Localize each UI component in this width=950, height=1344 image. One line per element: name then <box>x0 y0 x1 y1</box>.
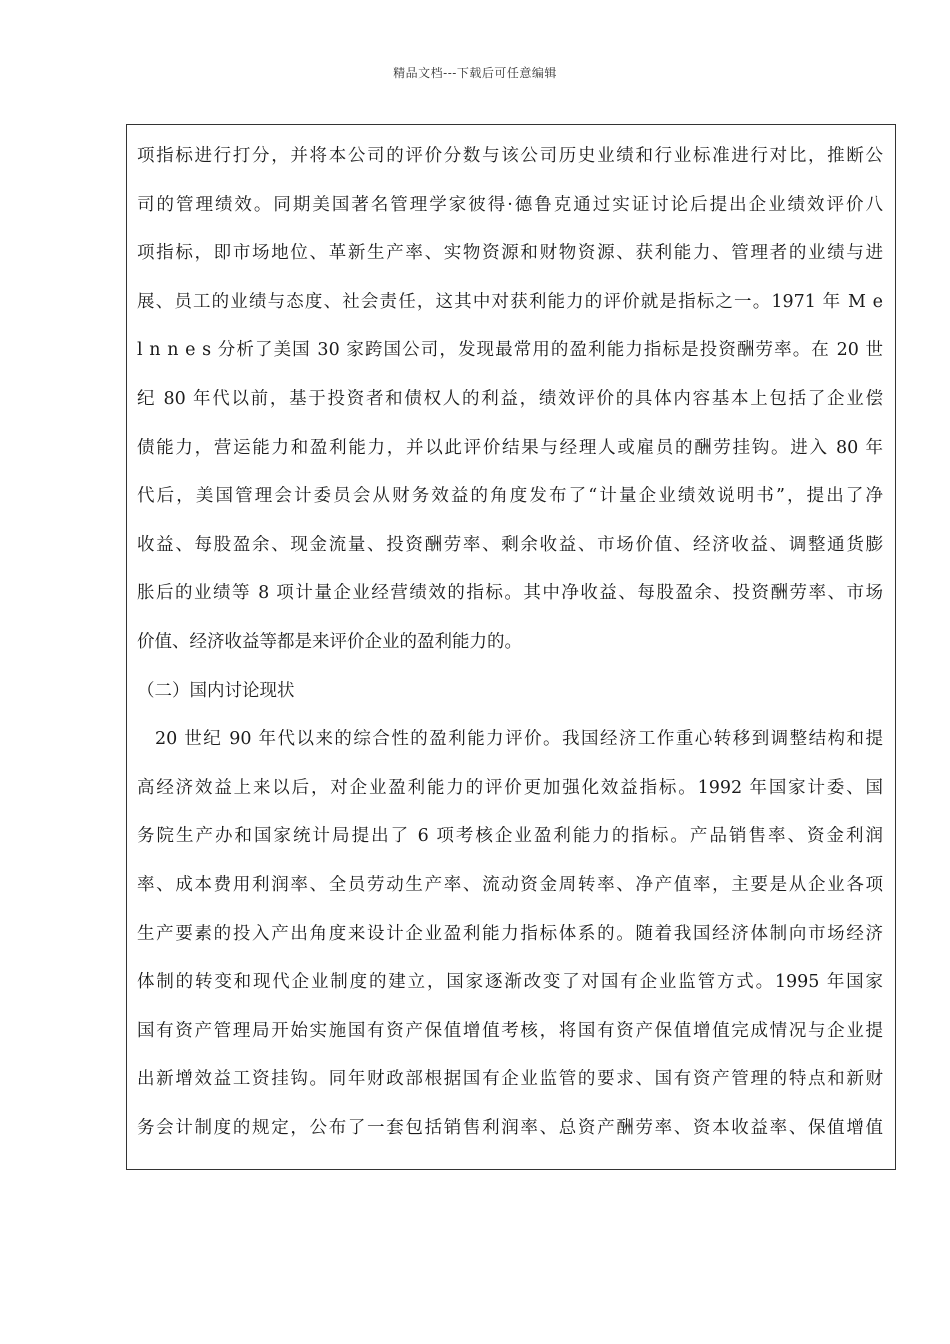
text-line: 体制的转变和现代企业制度的建立，国家逐渐改变了对国有企业监管方式。1995 年国家 <box>137 972 883 993</box>
text-line: 务院生产办和国家统计局提出了 6 项考核企业盈利能力的指标。产品销售率、资金利润 <box>137 826 883 847</box>
text-line: 率、成本费用利润率、全员劳动生产率、流动资金周转率、净产值率，主要是从企业各项 <box>137 874 883 895</box>
content-box <box>126 124 896 1170</box>
text-line: 高经济效益上来以后，对企业盈利能力的评价更加强化效益指标。1992 年国家计委、国 <box>137 777 883 798</box>
text-line: 项指标，即市场地位、革新生产率、实物资源和财物资源、获利能力、管理者的业绩与进 <box>137 243 883 264</box>
text-line: 胀后的业绩等 8 项计量企业经营绩效的指标。其中净收益、每股盈余、投资酬劳率、市场 <box>137 583 883 604</box>
text-line: 债能力，营运能力和盈利能力，并以此评价结果与经理人或雇员的酬劳挂钩。进入 80 年 <box>137 437 883 458</box>
text-line: 项指标进行打分，并将本公司的评价分数与该公司历史业绩和行业标准进行对比，推断公 <box>137 146 883 166</box>
text-line: 价值、经济收益等都是来评价企业的盈利能力的。 <box>137 631 522 652</box>
text-line: l n n e s 分析了美国 30 家跨国公司，发现最常用的盈利能力指标是投资酬劳率。在 20 世 <box>137 340 883 361</box>
page-header: 精品文档---下载后可任意编辑 <box>393 66 557 80</box>
text-line: 展、员工的业绩与态度、社会责任，这其中对获利能力的评价就是指标之一。1971 年 M e <box>137 291 883 312</box>
section-heading: （二）国内讨论现状 <box>137 680 295 701</box>
text-line: 务会计制度的规定，公布了一套包括销售利润率、总资产酬劳率、资本收益率、保值增值 <box>137 1117 883 1138</box>
text-line: 生产要素的投入产出角度来设计企业盈利能力指标体系的。随着我国经济体制向市场经济 <box>137 923 883 944</box>
text-line: 20 世纪 90 年代以来的综合性的盈利能力评价。我国经济工作重心转移到调整结构和提 <box>155 729 883 750</box>
text-line: 国有资产管理局开始实施国有资产保值增值考核，将国有资产保值增值完成情况与企业提 <box>137 1020 883 1041</box>
text-line: 纪 80 年代以前，基于投资者和债权人的利益，绩效评价的具体内容基本上包括了企业偿 <box>137 388 883 409</box>
text-line: 司的管理绩效。同期美国著名管理学家彼得·德鲁克通过实证讨论后提出企业绩效评价八 <box>137 194 883 215</box>
text-line: 出新增效益工资挂钩。同年财政部根据国有企业监管的要求、国有资产管理的特点和新财 <box>137 1069 883 1090</box>
text-line: 收益、每股盈余、现金流量、投资酬劳率、剩余收益、市场价值、经济收益、调整通货膨 <box>137 534 883 555</box>
text-line: 代后，美国管理会计委员会从财务效益的角度发布了“计量企业绩效说明书”，提出了净 <box>137 486 883 507</box>
